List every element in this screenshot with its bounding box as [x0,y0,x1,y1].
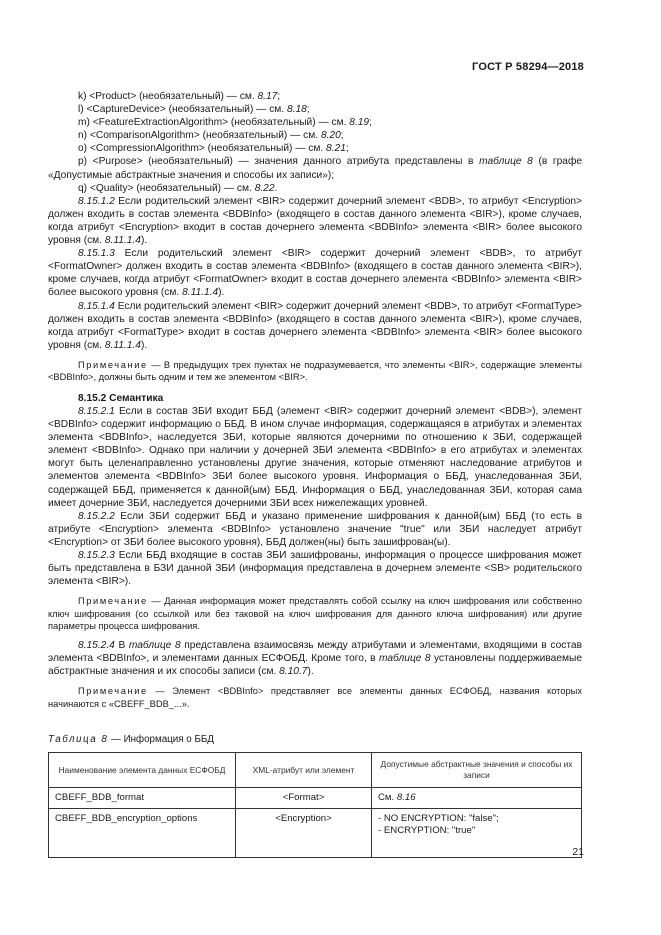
table-caption: Таблица 8 — Информация о ББД [48,734,214,745]
note-2: Примечание — Данная информация может представлять собой ссылку на ключ шифрования или собственно ключ шифрования (со ссылкой или без таковой на ключ шифрования для данного ключа шифрования) или другие параметры процесса шифрования. [48,596,582,632]
cell-values: См. 8.16 [372,788,582,809]
table-header-row [49,753,582,788]
note-3: Примечание — Элемент <BDBInfo> представляет все элементы данных ЕСФОБД, названия которых начинаются с «CBEFF_BDB_...». [48,686,582,709]
list-item-n: n) <ComparisonAlgorithm> (необязательный) — см. 8.20; [78,130,344,142]
body-text [48,90,582,710]
list-item-p: p) <Purpose> (необязательный) — значения данного атрибута представлены в таблице 8 (в графе «Допустимые абстрактные значения и способы их записи»); [48,156,583,181]
page-number: 21 [572,846,584,858]
bdb-info-table [48,752,582,858]
list-item-m: m) <FeatureExtractionAlgorithm> (необязательный) — см. 8.19; [78,117,372,129]
list-item-l: l) <CaptureDevice> (необязательный) — см. 8.18; [78,104,310,116]
paragraph-8-15-2-1: 8.15.2.1 Если в состав ЗБИ входит ББД (элемент <BIR> содержит дочерний элемент <BDB>), элемент <BDBInfo> содержит информацию о ББД. В ином случае информация, содержащаяся в атрибутах и элементах элемента <BDBInfo>, наследуется ЗБИ, которые являются дочерними по отношению к ЗБИ, содержащей элемент <BDBInfo>. Однако при наличии у дочерней ЗБИ элемента <BDBInfo> в его атрибутах и элементах могут быть целенаправленно установлены другие значения, которые отменяют наследование атрибутов и элементов элемента <BDBInfo> ЗБИ более высокого уровня. Информация о ББД, унаследованная ЗБИ, содержащей ББД, применяется к данной(ым) ББД. Информация о ББД, унаследованная ЗБИ, которая сама имеет дочерние ЗБИ, наследуется дочерними ЗБИ всех нижележащих уровней. [48,405,582,509]
column-header-values: Допустимые абстрактные значения и способы их записи [372,753,582,788]
table-row [49,809,582,858]
cell-xml: <Encryption> [236,809,372,858]
list-item-o: o) <CompressionAlgorithm> (необязательный) — см. 8.21; [78,143,349,155]
paragraph-8-15-2-3: 8.15.2.3 Если ББД входящие в состав ЗБИ зашифрованы, информация о процессе шифрования может быть представлена в БЗИ данной ЗБИ (информация представлена в дочернем элементе <SB> родительского элемента <BIR>). [48,550,582,588]
paragraph-8-15-2-2: 8.15.2.2 Если ЗБИ содержит ББД и указано применение шифрования к данной(ым) ББД (то есть в атрибуте <Encryption> элемента <BDBInfo> установлено значение "true" или ЗБИ наследует атрибут <Encryption> от ЗБИ более высокого уровня), ББД должен(ны) быть зашифрован(ы). [48,510,582,548]
paragraph-8-15-1-2: 8.15.1.2 Если родительский элемент <BIR> содержит дочерний элемент <BDB>, то атрибут <Encryption> должен входить в состав элемента <BDBInfo> (входящего в состав данного элемента <BIR>), кроме случаев, когда атрибут <Encryption> входит в состав дочернего элемента <BDBInfo> элемента <BIR> более высокого уровня (см. 8.11.1.4). [48,195,582,247]
list-item-q: q) <Quality> (необязательный) — см. 8.22. [78,182,278,194]
section-heading: 8.15.2 Семантика [78,392,164,404]
note-1: Примечание — В предыдущих трех пунктах не подразумевается, что элементы <BIR>, содержащие элементы <BDBInfo>, должны быть одним и тем же элементом <BIR>. [48,359,582,383]
table-row [49,788,582,809]
column-header-xml: XML-атрибут или элемент [236,753,372,788]
paragraph-8-15-1-3: 8.15.1.3 Если родительский элемент <BIR> содержит дочерний элемент <BDB>, то атрибут <FormatOwner> должен входить в состав элемента <BDBInfo> (входящего в состав данного элемента <BIR>), кроме случаев, когда атрибут <FormatOwner> входит в состав дочернего элемента <BDBInfo> элемента <BIR> более высокого уровня (см. 8.11.1.4). [48,248,582,299]
list-item-k: k) <Product> (необязательный) — см. 8.17; [78,91,281,102]
cell-name: CBEFF_BDB_encryption_options [49,809,236,858]
cell-name: CBEFF_BDB_format [49,788,236,809]
document-header: ГОСТ Р 58294—2018 [472,61,584,73]
cell-values: - NO ENCRYPTION: "false"; - ENCRYPTION: "true" [372,809,582,858]
paragraph-8-15-2-4: 8.15.2.4 В таблице 8 представлена взаимосвязь между атрибутами и элементами, входящими в состав элемента <BDBInfo>, и элементами данных ЕСФОБД. Кроме того, в таблице 8 установлены поддерживаемые абстрактные значения и их способы записи (см. 8.10.7). [48,639,582,677]
column-header-name: Наименование элемента данных ЕСФОБД [49,753,236,788]
cell-xml: <Format> [236,788,372,809]
paragraph-8-15-1-4: 8.15.1.4 Если родительский элемент <BIR> содержит дочерний элемент <BDB>, то атрибут <FormatType> должен входить в состав элемента <BDBInfo> (входящего в состав данного элемента <BIR>), кроме случаев, когда атрибут <FormatType> входит в состав дочернего элемента <BDBInfo> элемента <BIR> более высокого уровня (см. 8.11.1.4). [48,300,582,351]
